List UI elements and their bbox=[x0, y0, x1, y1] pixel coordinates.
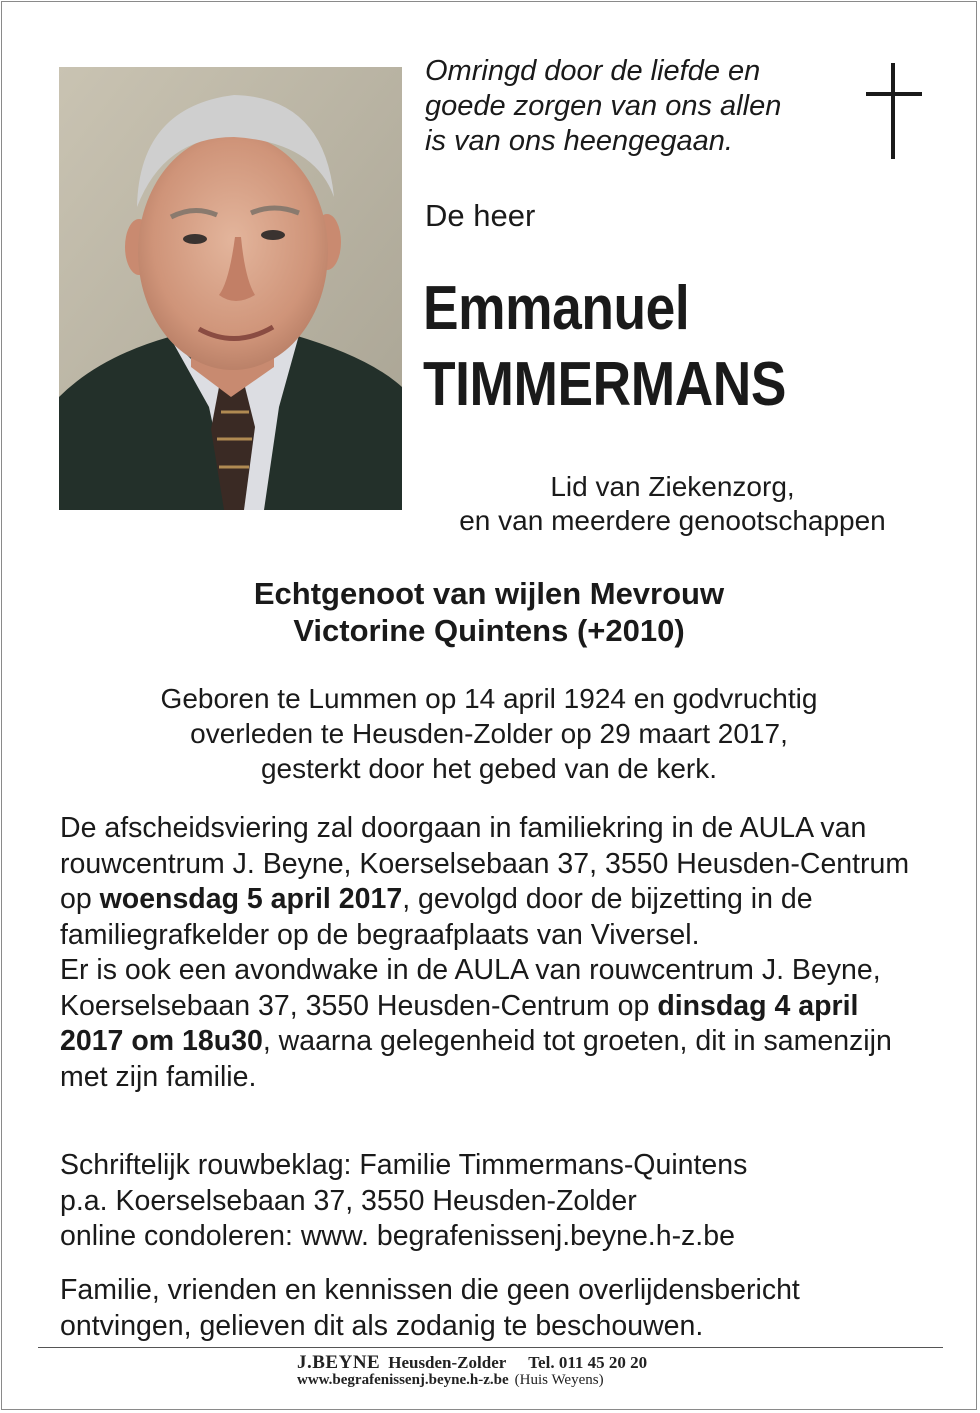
membership bbox=[425, 470, 920, 538]
condolences-line-3: online condoleren: www. begrafenissenj.beyne.h-z.be bbox=[60, 1220, 735, 1252]
intro-text bbox=[425, 54, 845, 159]
honorific: De heer bbox=[425, 198, 536, 233]
intro-line-1: Omringd door de liefde en bbox=[425, 55, 761, 87]
funeral-paragraph bbox=[60, 811, 928, 953]
condolences-info bbox=[60, 1148, 928, 1255]
birth-death-line-2: overleden te Heusden-Zolder op 29 maart 2017, bbox=[190, 718, 788, 749]
intro-line-3: is van ons heengegaan. bbox=[425, 125, 733, 157]
cross-icon bbox=[866, 63, 922, 159]
wake-text-a: Er is ook een avondwake in de AULA van rouwcentrum J. Beyne, Koerselsebaan 37, 3550 Heusden-Centrum op bbox=[60, 954, 881, 1022]
intro-line-2: goede zorgen van ons allen bbox=[425, 90, 782, 122]
ceremony-info bbox=[60, 811, 928, 1095]
funeral-text-b: , gevolgd door de bijzetting in de familiegrafkelder op de begraafplaats van Viversel. bbox=[60, 883, 813, 951]
footer-tel: Tel. 011 45 20 20 bbox=[528, 1353, 648, 1372]
footer-brand: J.BEYNE bbox=[297, 1352, 381, 1373]
spouse-line-2: Victorine Quintens (+2010) bbox=[293, 613, 685, 648]
spouse-info bbox=[60, 575, 918, 649]
footer-url: www.begrafenissenj.beyne.h-z.be bbox=[297, 1372, 509, 1388]
wake-paragraph bbox=[60, 953, 928, 1095]
spouse-line-1: Echtgenoot van wijlen Mevrouw bbox=[253, 576, 725, 611]
condolences-line-1: Schriftelijk rouwbeklag: Familie Timmermans-Quintens bbox=[60, 1149, 748, 1181]
portrait-illustration bbox=[59, 67, 402, 510]
condolences-line-2: p.a. Koerselsebaan 37, 3550 Heusden-Zolder bbox=[60, 1184, 637, 1217]
funeral-date: woensdag 5 april 2017 bbox=[99, 883, 403, 915]
wake-text-b: , waarna gelegenheid tot groeten, dit in samenzijn met zijn familie. bbox=[60, 1025, 892, 1093]
notice-text: Familie, vrienden en kennissen die geen overlijdensbericht ontvingen, gelieven dit als zodanig te beschouwen. bbox=[60, 1274, 800, 1342]
birth-death-line-3: gesterkt door het gebed van de kerk. bbox=[260, 753, 718, 784]
first-name: Emmanuel bbox=[423, 274, 690, 343]
last-name: TIMMERMANS bbox=[423, 350, 786, 419]
footer-place: Heusden-Zolder bbox=[388, 1353, 507, 1372]
membership-line-2: en van meerdere genootschappen bbox=[459, 505, 886, 536]
funeral-text-a: De afscheidsviering zal doorgaan in familiekring in de AULA van rouwcentrum J. Beyne, Koerselsebaan 37, 3550 Heusden-Centrum op bbox=[60, 812, 910, 915]
footer-divider bbox=[38, 1347, 943, 1348]
footer-line-2 bbox=[297, 1371, 604, 1389]
portrait-photo bbox=[59, 67, 402, 510]
birth-death-line-1: Geboren te Lummen op 14 april 1924 en godvruchtig bbox=[160, 683, 818, 714]
membership-line-1: Lid van Ziekenzorg, bbox=[550, 471, 795, 502]
birth-death-info bbox=[60, 681, 918, 786]
footer-house: (Huis Weyens) bbox=[514, 1372, 604, 1388]
wake-date: dinsdag 4 april 2017 om 18u30 bbox=[60, 989, 859, 1057]
